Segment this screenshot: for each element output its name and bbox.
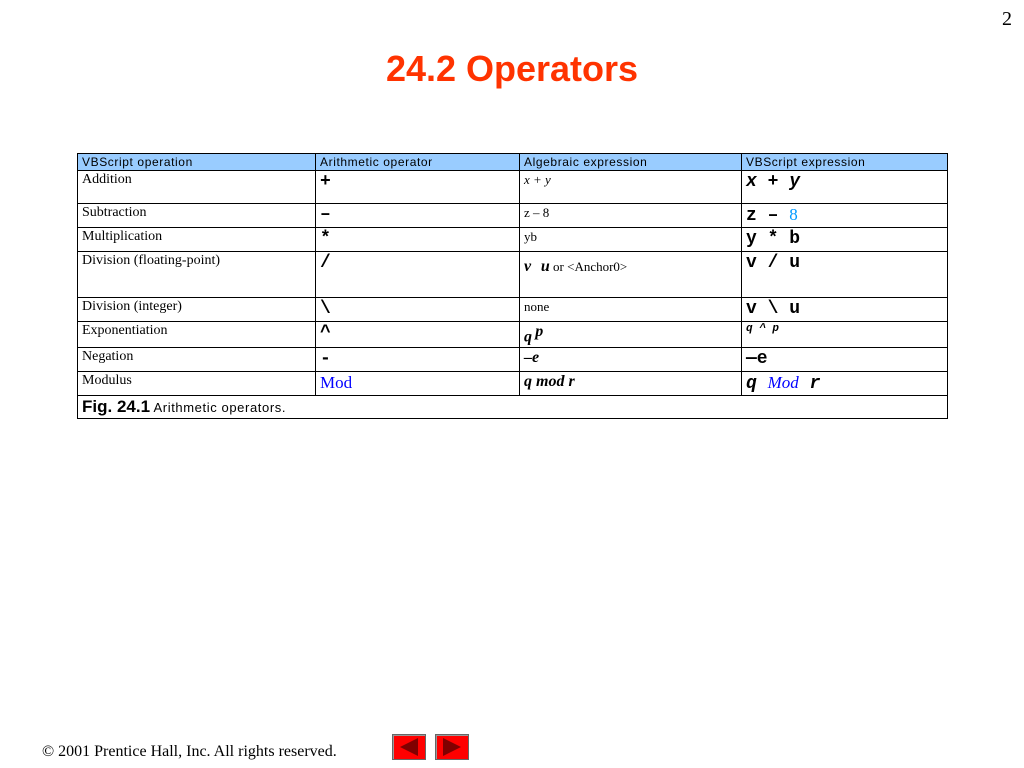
cell-vbscript: —e: [742, 348, 948, 372]
table-row-division-float: [78, 252, 948, 298]
cell-vbscript: q ^ p: [742, 322, 948, 348]
algebraic-part: <Anchor0>: [567, 259, 628, 274]
algebraic-base: q: [524, 328, 532, 346]
page-number: 2: [1002, 8, 1012, 30]
header-operation: VBScript operation: [78, 154, 316, 171]
table-row-subtraction: [78, 204, 948, 228]
cell-operator: +: [316, 171, 520, 204]
vbscript-part: r: [809, 374, 821, 395]
table-row-negation: [78, 348, 948, 372]
algebraic-part: u: [540, 258, 550, 275]
vbscript-literal: 8: [789, 205, 798, 224]
operators-table: [77, 153, 948, 419]
cell-operation: Multiplication: [78, 228, 316, 252]
table-row-division-integer: [78, 298, 948, 322]
arrow-right-icon: [436, 735, 468, 759]
copyright-footer: © 2001 Prentice Hall, Inc. All rights reserved.: [42, 743, 337, 760]
cell-vbscript: x + y: [742, 171, 948, 204]
caption-fig-number: Fig. 24.1: [82, 397, 151, 417]
previous-slide-button[interactable]: [392, 734, 426, 760]
table-caption: [78, 396, 948, 419]
algebraic-part: or: [553, 259, 564, 274]
next-slide-button[interactable]: [435, 734, 469, 760]
cell-operation: Addition: [78, 171, 316, 204]
cell-operator: /: [316, 252, 520, 298]
cell-operation: Subtraction: [78, 204, 316, 228]
cell-operation: Exponentiation: [78, 322, 316, 348]
algebraic-part: v: [524, 258, 532, 275]
cell-vbscript: [742, 372, 948, 396]
cell-operation: Modulus: [78, 372, 316, 396]
cell-vbscript: v / u: [742, 252, 948, 298]
cell-operator: \: [316, 298, 520, 322]
table-row-multiplication: [78, 228, 948, 252]
header-operator: Arithmetic operator: [316, 154, 520, 171]
cell-operator: *: [316, 228, 520, 252]
cell-operation: Division (floating-point): [78, 252, 316, 298]
arrow-left-icon: [393, 735, 425, 759]
cell-algebraic: q mod r: [520, 372, 742, 396]
cell-vbscript: v \ u: [742, 298, 948, 322]
cell-operation: Division (integer): [78, 298, 316, 322]
algebraic-exponent: p: [535, 323, 544, 340]
table-row-modulus: [78, 372, 948, 396]
vbscript-part: q: [746, 374, 757, 395]
table-row-exponentiation: [78, 322, 948, 348]
cell-algebraic: –e: [520, 348, 742, 372]
cell-operation: Negation: [78, 348, 316, 372]
cell-operator: ^: [316, 322, 520, 348]
vbscript-keyword: Mod: [767, 373, 799, 393]
cell-algebraic: yb: [520, 228, 742, 252]
cell-algebraic: [520, 322, 742, 348]
vbscript-part: z –: [746, 206, 779, 226]
cell-algebraic: x + y: [520, 171, 742, 204]
cell-algebraic: [520, 252, 742, 298]
table-header-row: [78, 154, 948, 171]
cell-vbscript: [742, 204, 948, 228]
caption-text: Arithmetic operators.: [150, 400, 287, 416]
cell-algebraic: none: [520, 298, 742, 322]
cell-operator: –: [316, 204, 520, 228]
header-vbscript: VBScript expression: [742, 154, 948, 171]
header-algebraic: Algebraic expression: [520, 154, 742, 171]
cell-operator: Mod: [316, 372, 520, 396]
slide-title: 24.2 Operators: [385, 48, 639, 89]
table-row-addition: [78, 171, 948, 204]
cell-vbscript: y * b: [742, 228, 948, 252]
table-caption-row: [78, 396, 948, 419]
cell-algebraic: z – 8: [520, 204, 742, 228]
cell-operator: -: [316, 348, 520, 372]
